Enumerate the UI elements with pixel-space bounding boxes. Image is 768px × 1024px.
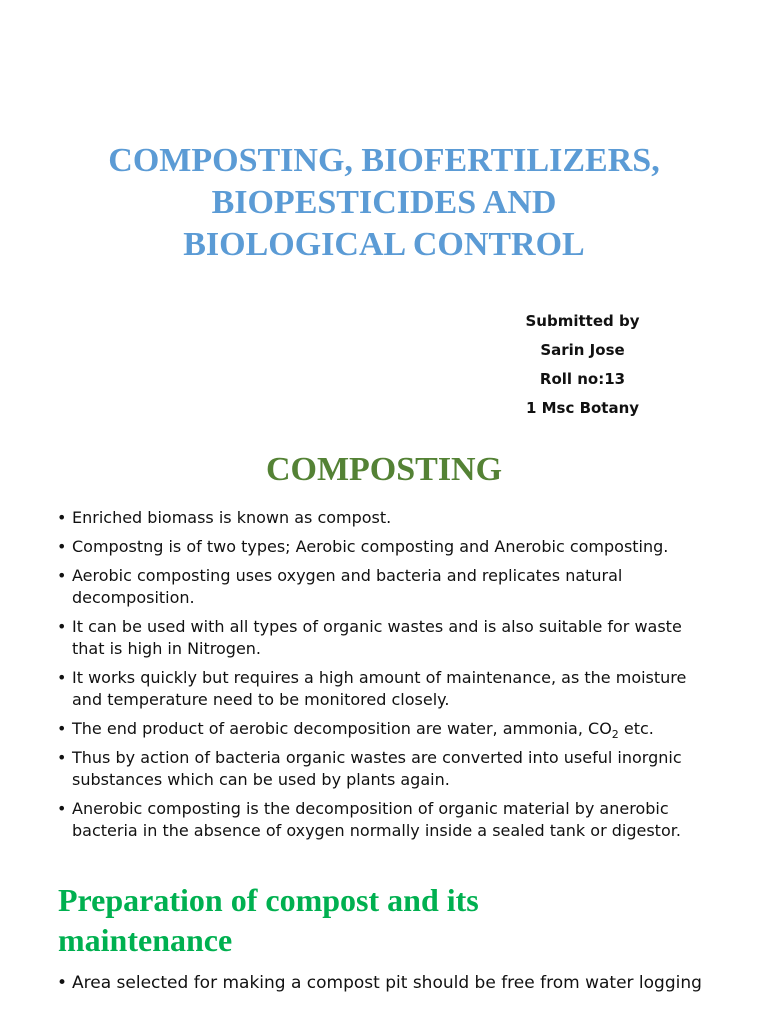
list-item (57, 747, 707, 791)
list-item (57, 507, 707, 529)
roll-number: Roll no:13 (539, 370, 626, 388)
list-item (57, 798, 707, 842)
title-line-3: BIOLOGICAL CONTROL (183, 226, 585, 263)
list-item-text: Area selected for making a compost pit should be free from water logging (72, 973, 702, 993)
title-line-2: BIOPESTICIDES AND (211, 184, 557, 221)
co2-suffix: etc. (618, 719, 654, 738)
list-item-text: It works quickly but requires a high amount of maintenance, as the moisture and temperature need to be monitored closely. (72, 668, 687, 709)
bullet-icon: • (57, 719, 67, 738)
bullet-icon: • (57, 617, 67, 636)
bullet-icon: • (57, 537, 67, 556)
list-item-text: Enriched biomass is known as compost. (72, 508, 392, 527)
co2-subscript: 2 (611, 728, 619, 742)
list-item-text: It can be used with all types of organic wastes and is also suitable for waste that is high in Nitrogen. (72, 617, 682, 658)
bullet-icon: • (57, 973, 68, 993)
preparation-heading-line-2: maintenance (58, 922, 233, 958)
composting-bullet-list (57, 507, 707, 849)
list-item (57, 667, 707, 711)
list-item-text: The end product of aerobic decomposition are water, ammonia, CO (72, 719, 612, 738)
submitted-by-block (510, 307, 655, 423)
title-line-1: COMPOSTING, BIOFERTILIZERS, (108, 142, 660, 179)
list-item (57, 718, 707, 740)
bullet-icon: • (57, 508, 67, 527)
course-name: 1 Msc Botany (525, 399, 640, 417)
bullet-icon: • (57, 668, 67, 687)
submitted-by-label: Submitted by (525, 312, 640, 330)
preparation-heading-line-1: Preparation of compost and its (58, 882, 479, 918)
preparation-bullet-list (57, 972, 707, 995)
author-name: Sarin Jose (540, 341, 625, 359)
list-item-text: Aerobic composting uses oxygen and bacteria and replicates natural decomposition. (72, 566, 623, 607)
bullet-icon: • (57, 748, 67, 767)
list-item-text: Compostng is of two types; Aerobic composting and Anerobic composting. (72, 537, 669, 556)
list-item (57, 972, 707, 995)
list-item (57, 565, 707, 609)
list-item-text: Anerobic composting is the decomposition of organic material by anerobic bacteria in the absence of oxygen normally inside a sealed tank or digestor. (72, 799, 681, 840)
bullet-icon: • (57, 799, 67, 818)
preparation-heading (58, 880, 658, 960)
list-item (57, 616, 707, 660)
list-item-text: Thus by action of bacteria organic wastes are converted into useful inorgnic substances which can be used by plants again. (72, 748, 682, 789)
bullet-icon: • (57, 566, 67, 585)
page-title (0, 140, 768, 266)
composting-heading: COMPOSTING (265, 451, 503, 488)
list-item (57, 536, 707, 558)
